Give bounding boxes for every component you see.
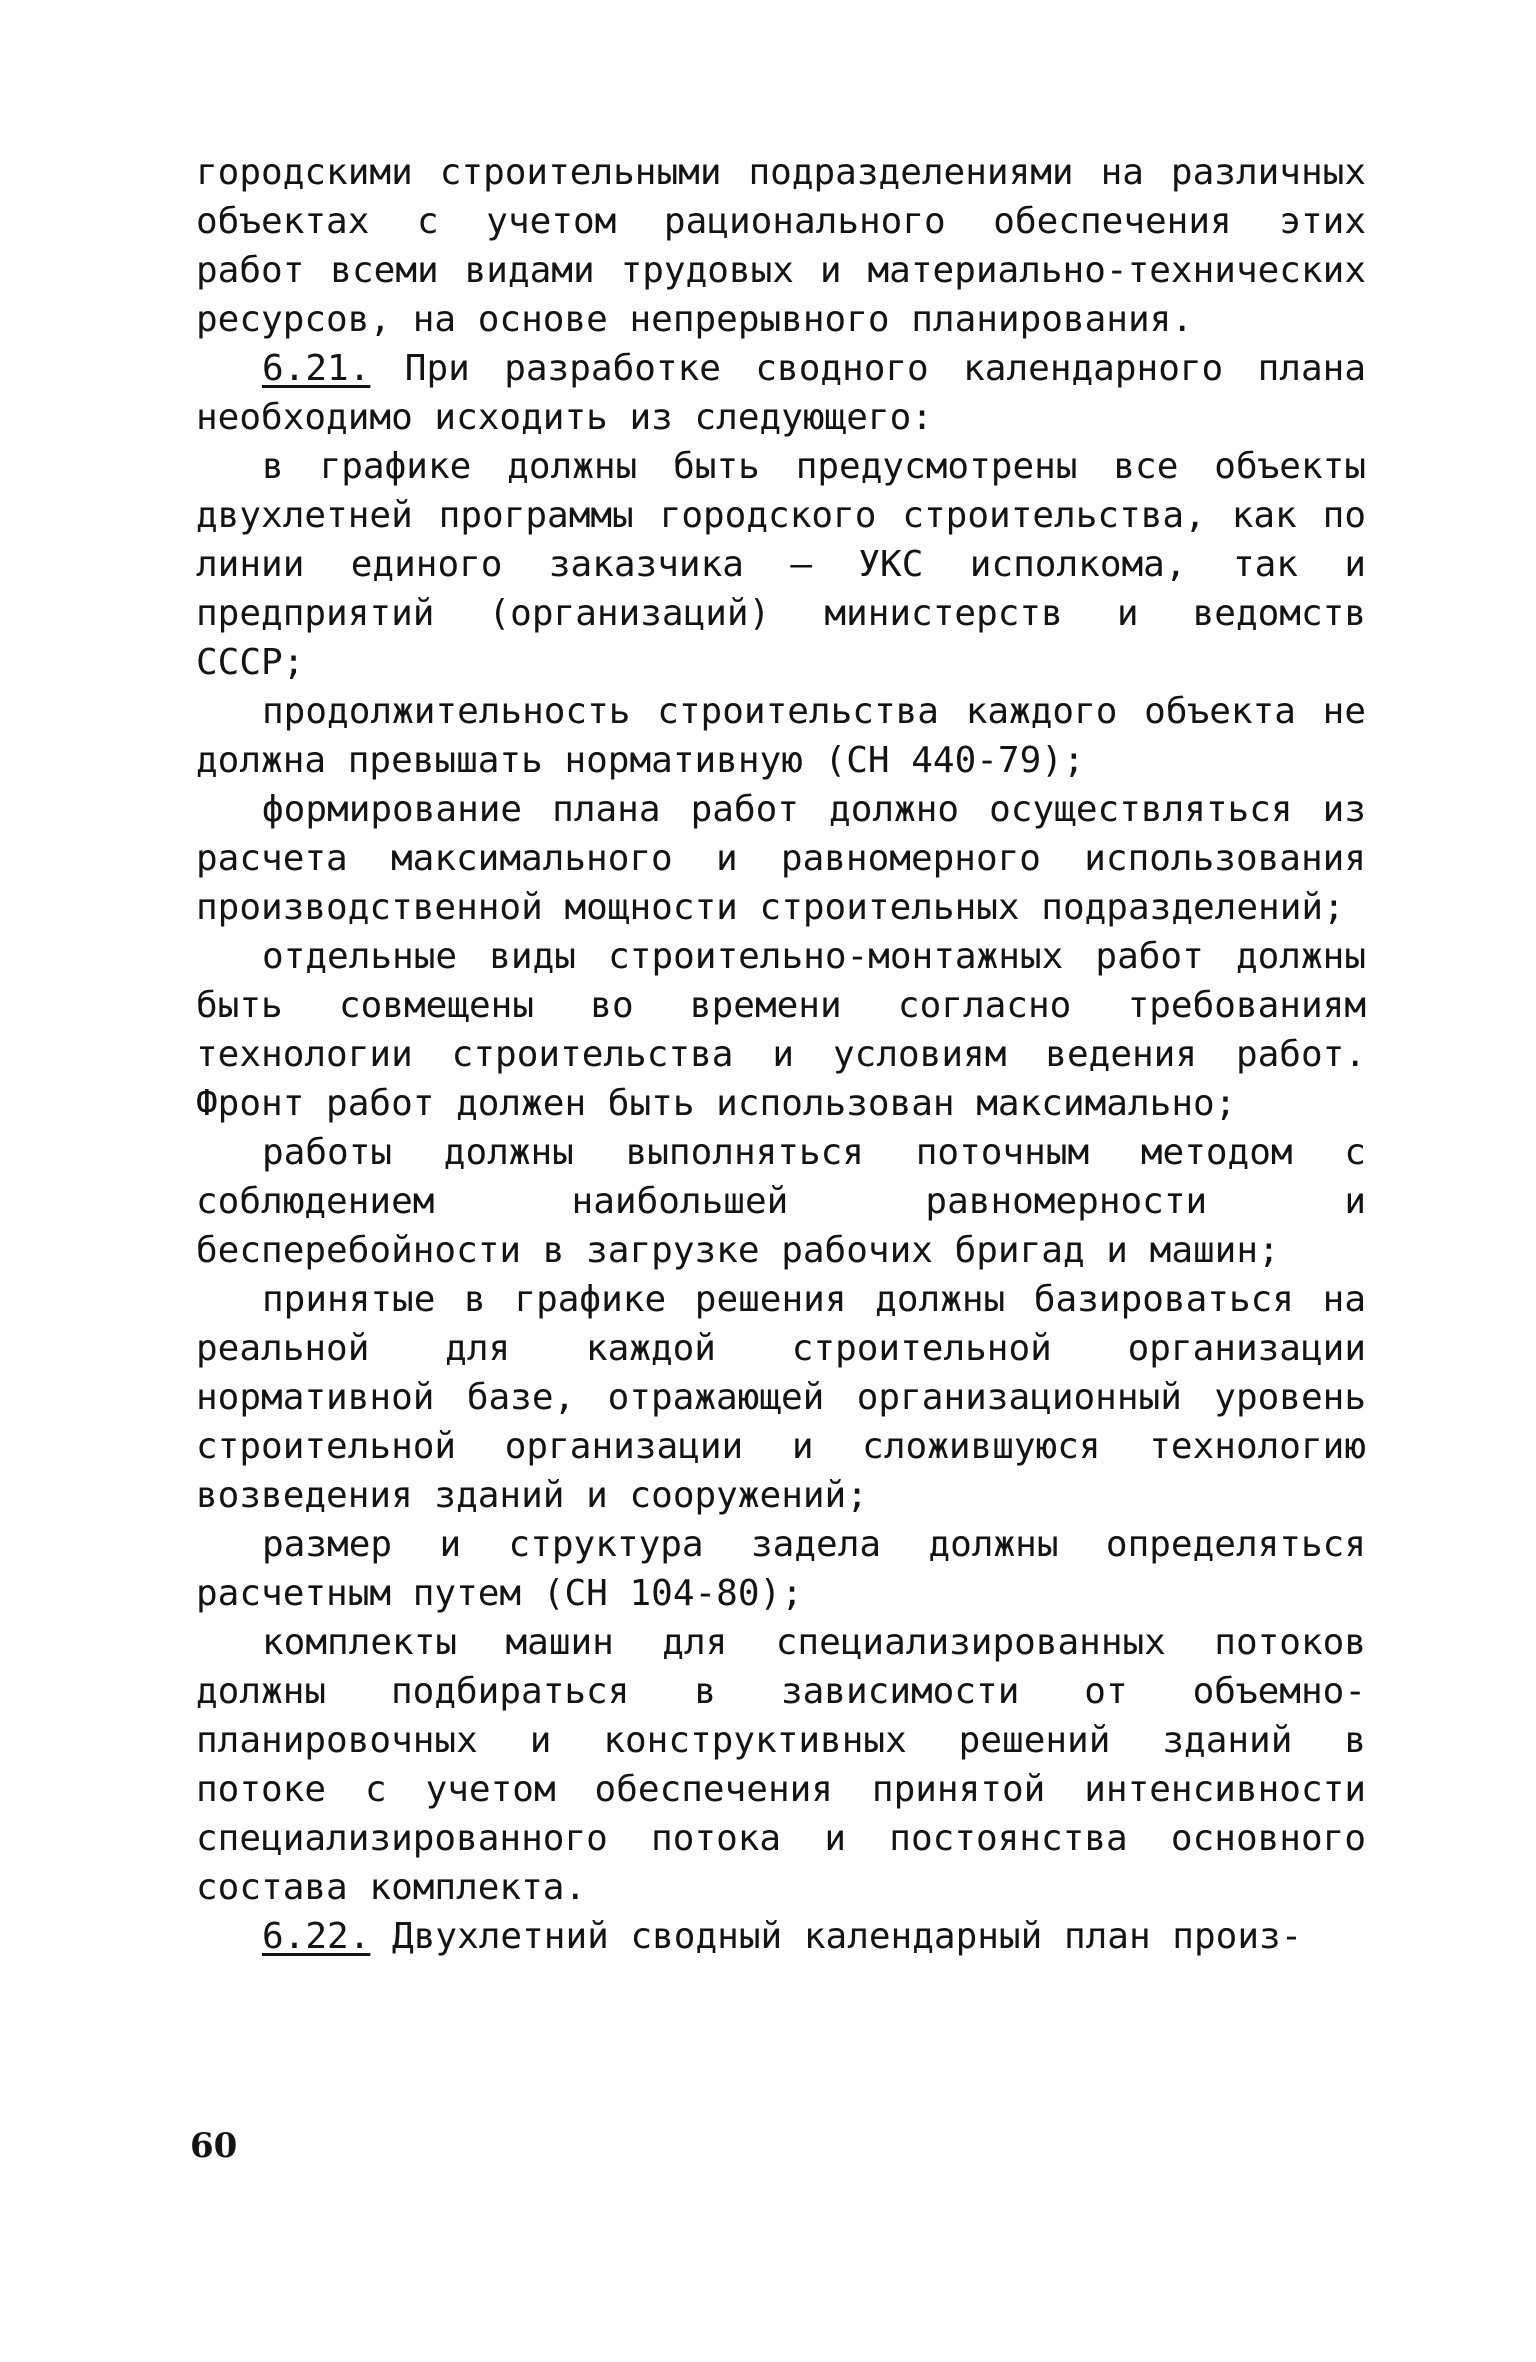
list-item: размер и структура задела должны определяться расчетным путем (СН 104-80); <box>196 1524 1366 1614</box>
list-item: формирование плана работ должно осуществляться из расчета максимального и равномерного использования производственной мощности строительных подразделений; <box>196 789 1366 928</box>
clause-6-22 <box>196 1912 1366 1961</box>
body-text <box>196 148 1366 1961</box>
list-item: принятые в графике решения должны базироваться на реальной для каждой строительной организации нормативной базе, отражающей организационный уровень строительной организации и сложившуюся технологию возведения зданий и сооружений; <box>196 1279 1366 1516</box>
list-item: работы должны выполняться поточным методом с соблюдением наибольшей равномерности и бесперебойности в загрузке рабочих бригад и машин; <box>196 1132 1366 1271</box>
list-item: отдельные виды строительно-монтажных работ должны быть совмещены во времени согласно требованиям технологии строительства и условиям ведения работ. Фронт работ должен быть использован максимально; <box>196 936 1366 1124</box>
clause-number: 6.22. <box>262 1916 371 1957</box>
paragraph-continuation: городскими строительными подразделениями на различных объектах с учетом рационального обеспечения этих работ всеми видами трудовых и материально-технических ресурсов, на основе непрерывного планирования. <box>196 152 1366 340</box>
clause-6-21 <box>196 344 1366 442</box>
list-item: в графике должны быть предусмотрены все объекты двухлетней программы городского строительства, как по линии единого заказчика – УКС исполкома, так и предприятий (организаций) министерств и ведомств СССР; <box>196 446 1366 683</box>
page-number: 60 <box>190 2126 238 2166</box>
clause-text: Двухлетний сводный календарный план произ- <box>370 1916 1303 1957</box>
clause-text: При разработке сводного календарного плана необходимо исходить из следующего: <box>196 348 1366 438</box>
list-item: продолжительность строительства каждого объекта не должна превышать нормативную (СН 440-79); <box>196 691 1366 781</box>
clause-number: 6.21. <box>262 348 371 389</box>
list-item: комплекты машин для специализированных потоков должны подбираться в зависимости от объемно-планировочных и конструктивных решений зданий в потоке с учетом обеспечения принятой интенсивности специализированного потока и постоянства основного состава комплекта. <box>196 1622 1366 1908</box>
